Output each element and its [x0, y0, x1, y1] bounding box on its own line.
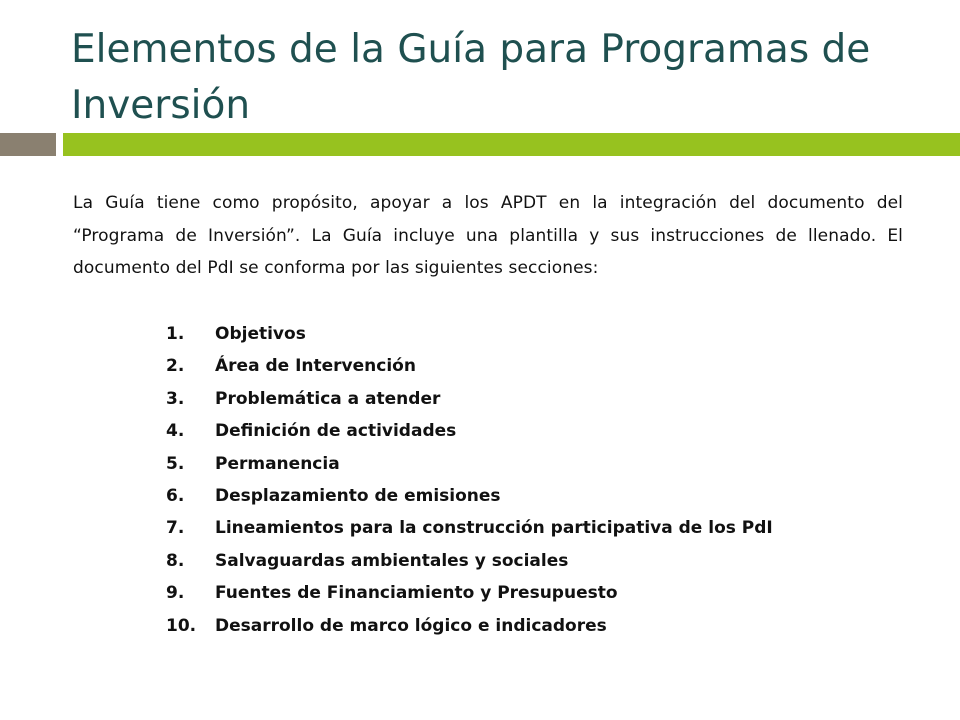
list-item-number: 8. — [166, 550, 185, 571]
list-item — [166, 415, 773, 447]
list-item-label: Desarrollo de marco lógico e indicadores — [215, 615, 607, 636]
list-item-number: 10. — [166, 615, 197, 636]
slide-title: Elementos de la Guía para Programas de Inversión — [71, 27, 871, 128]
list-item-label: Desplazamiento de emisiones — [215, 485, 501, 506]
list-item — [166, 448, 773, 480]
list-item-label: Permanencia — [215, 453, 340, 474]
list-item-label: Definición de actividades — [215, 421, 457, 442]
list-item — [166, 610, 773, 642]
list-item-label: Fuentes de Financiamiento y Presupuesto — [215, 583, 618, 604]
list-item — [166, 318, 773, 350]
list-item-number: 4. — [166, 421, 185, 442]
intro-paragraph: La Guía tiene como propósito, apoyar a los APDT en la integración del documento del “Programa de Inversión”. La Guía incluye una plantilla y sus instrucciones de llenado. El documento del PdI se conforma por las siguientes secciones: — [73, 193, 903, 278]
list-item-label: Área de Intervención — [215, 356, 416, 377]
sections-list — [166, 318, 773, 642]
list-item-label: Lineamientos para la construcción participativa de los PdI — [215, 518, 773, 539]
list-item-number: 9. — [166, 583, 185, 604]
list-item-number: 2. — [166, 356, 185, 377]
list-item — [166, 383, 773, 415]
list-item-label: Salvaguardas ambientales y sociales — [215, 550, 569, 571]
decorative-bar-muted — [0, 133, 56, 156]
list-item-label: Objetivos — [215, 324, 306, 344]
list-item-number: 1. — [166, 324, 185, 344]
list-item-label: Problemática a atender — [215, 388, 441, 409]
decorative-bar-accent — [63, 133, 960, 156]
list-item — [166, 512, 773, 544]
list-item — [166, 545, 773, 577]
list-item-number: 6. — [166, 485, 185, 506]
list-item-number: 3. — [166, 388, 185, 409]
list-item — [166, 350, 773, 382]
list-item — [166, 577, 773, 609]
list-item — [166, 480, 773, 512]
list-item-number: 7. — [166, 518, 185, 539]
list-item-number: 5. — [166, 453, 185, 474]
